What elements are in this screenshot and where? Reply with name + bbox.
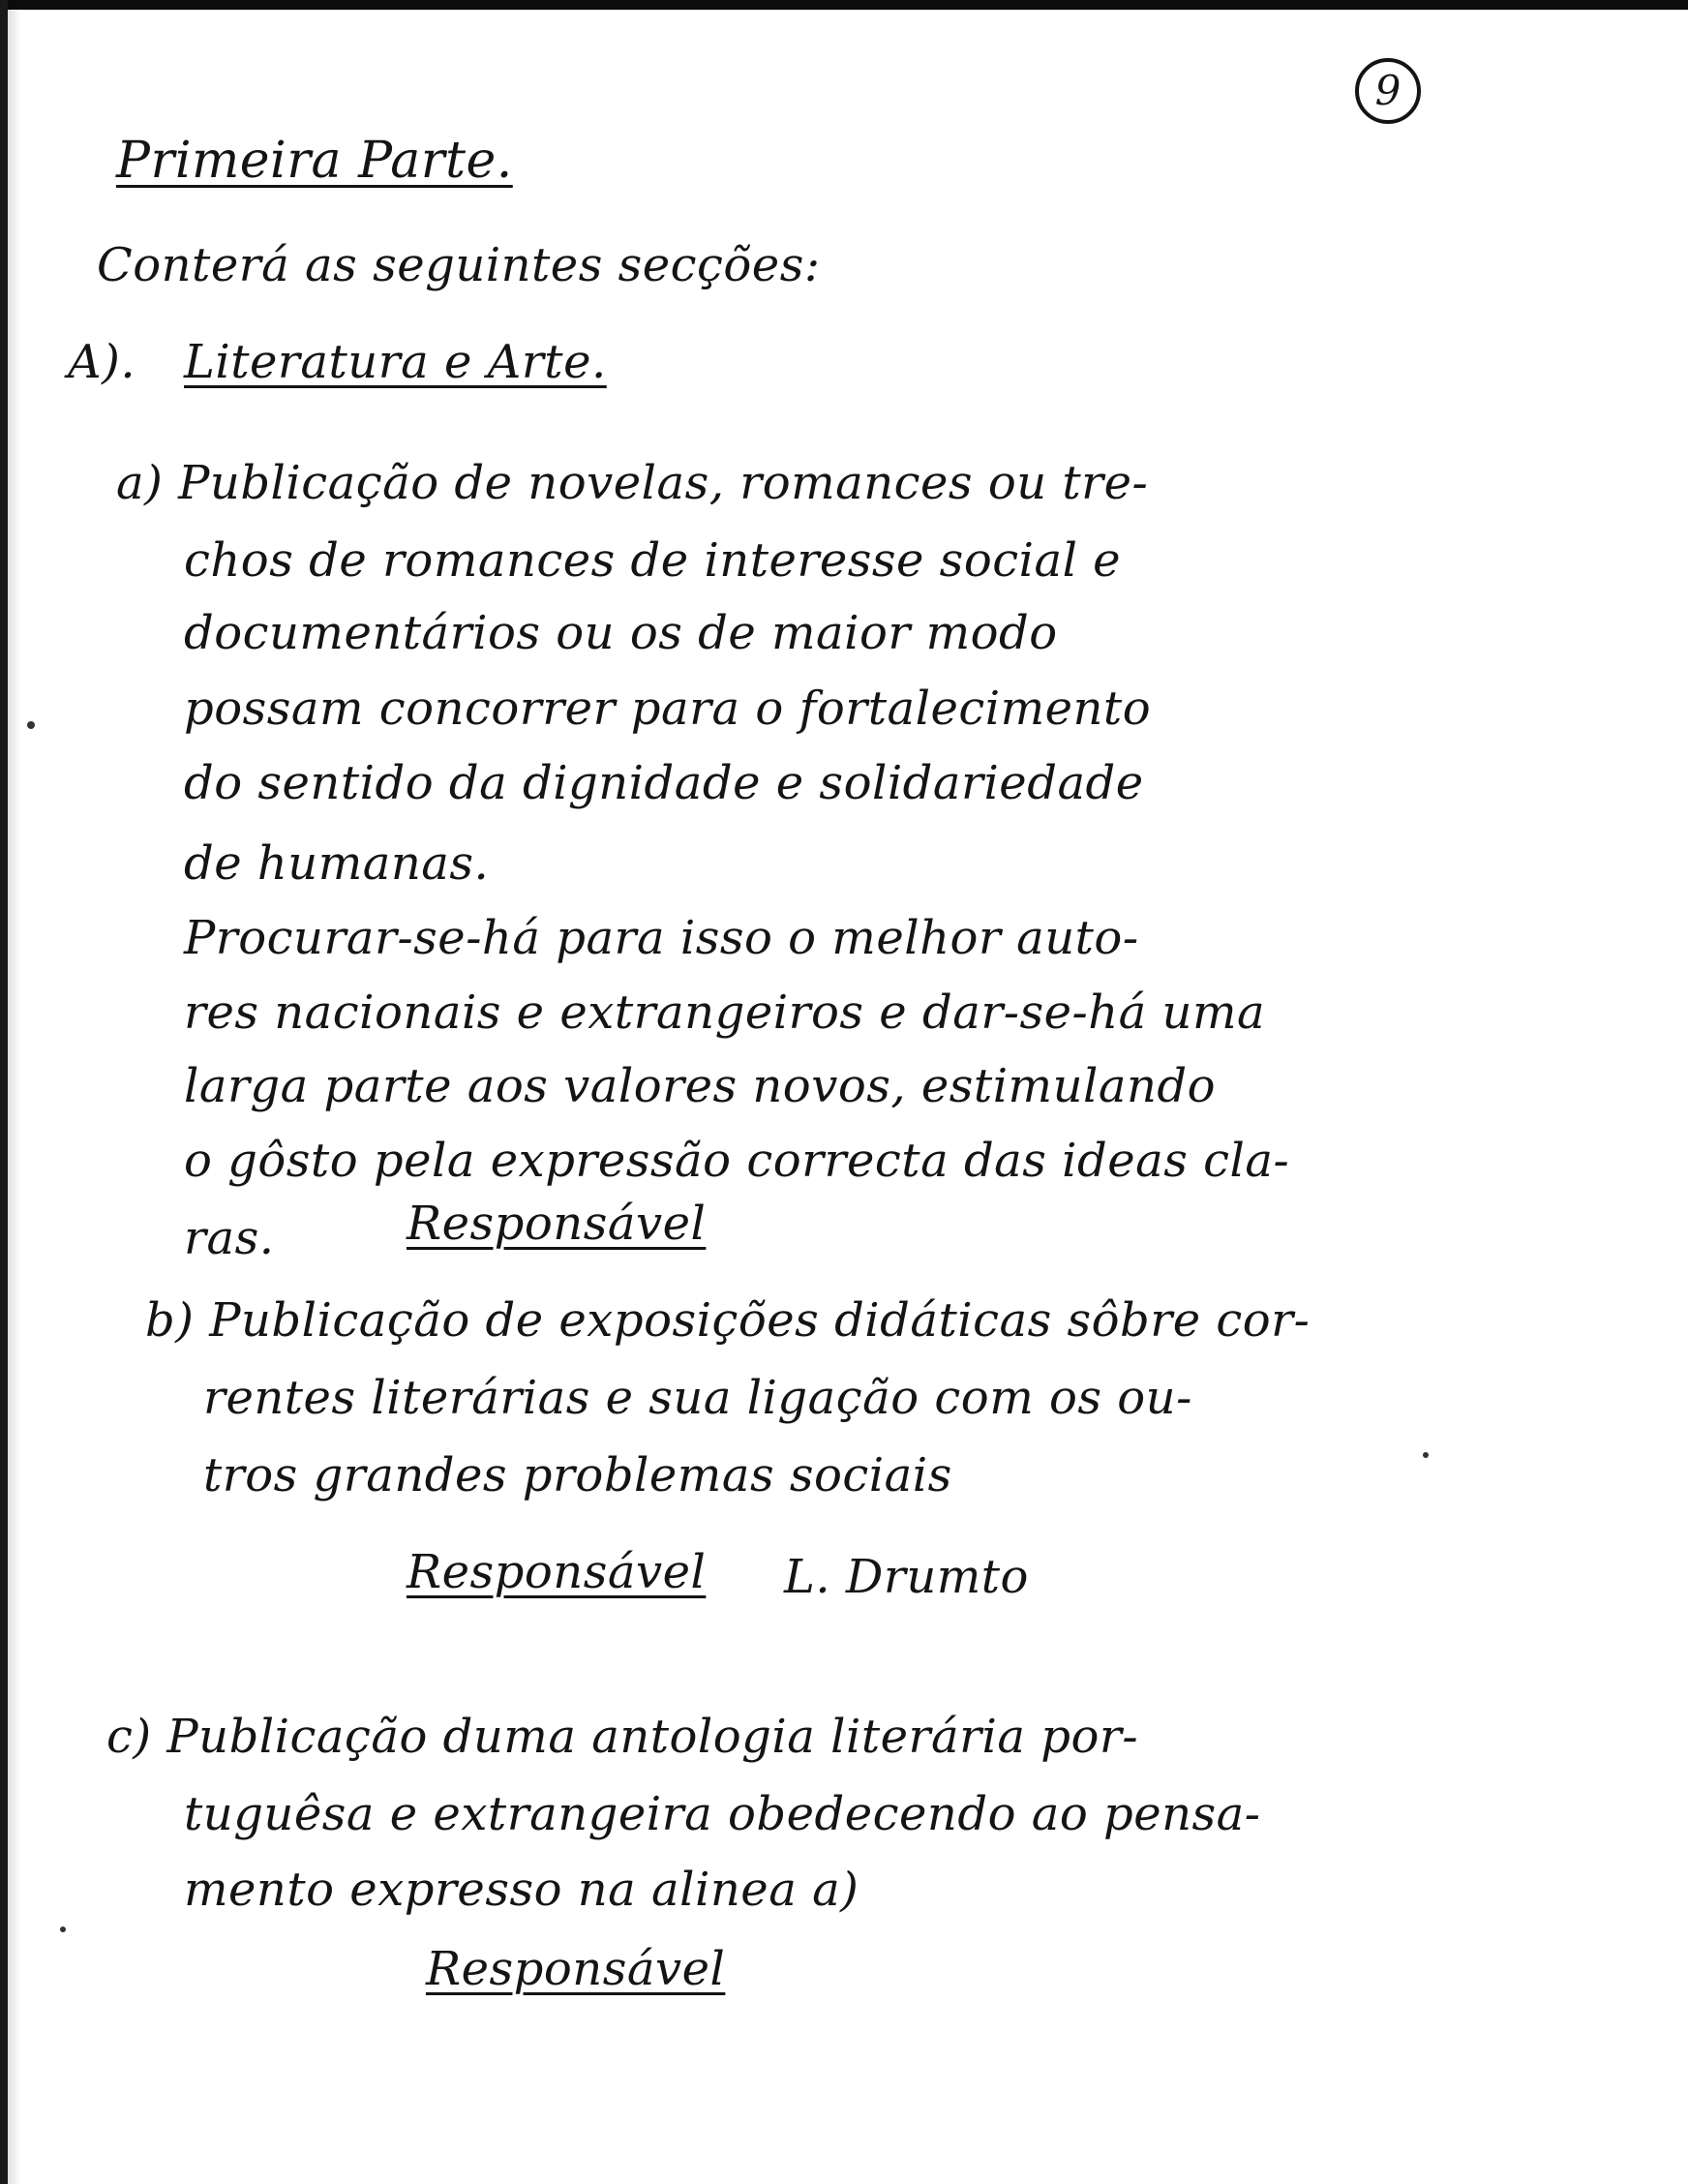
item-a-line-6: de humanas. (184, 836, 490, 891)
item-a-line-8: res nacionais e extrangeiros e dar-se-há uma (184, 986, 1266, 1040)
item-c-line-1: c) Publicação duma antologia literária por- (106, 1710, 1139, 1764)
scan-speck (27, 721, 35, 729)
item-a-line-4: possam concorrer para o fortalecimento (184, 682, 1152, 736)
item-a-line-10: o gôsto pela expressão correcta das ideas cla- (184, 1134, 1290, 1188)
item-a-line-1: a) Publicação de novelas, romances ou tre- (116, 456, 1149, 510)
item-a-line-2: chos de romances de interesse social e (184, 533, 1122, 588)
section-a-title: Literatura e Arte. (184, 335, 607, 389)
item-a-line-3: documentários ou os de maior modo (184, 606, 1058, 660)
scan-top-border (0, 0, 1688, 10)
item-b-line-1: b) Publicação de exposições didáticas sôbre cor- (145, 1293, 1311, 1348)
item-b-line-2: rentes literárias e sua ligação com os ou- (203, 1371, 1192, 1425)
scan-left-shadow (8, 0, 21, 2184)
scan-left-border (0, 0, 8, 2184)
item-a-line-9: larga parte aos valores novos, estimulando (184, 1059, 1216, 1113)
scan-speck (1423, 1452, 1429, 1458)
item-a-responsavel: Responsável (407, 1197, 707, 1251)
scan-speck (60, 1926, 66, 1932)
item-a-line-7: Procurar-se-há para isso o melhor auto- (184, 911, 1139, 965)
item-c-line-2: tuguêsa e extrangeira obedecendo ao pensa- (184, 1787, 1261, 1841)
item-b-responsavel: Responsável (407, 1545, 707, 1599)
item-c-line-3: mento expresso na alinea a) (184, 1863, 859, 1917)
section-a-label: A). (68, 335, 136, 389)
item-a-line-11: ras. (184, 1211, 275, 1265)
item-a-line-5: do sentido da dignidade e solidariedade (184, 756, 1144, 810)
item-b-line-3: tros grandes problemas sociais (203, 1448, 952, 1502)
page-title: Primeira Parte. (116, 132, 513, 190)
intro-text: Conterá as seguintes secções: (97, 238, 821, 292)
item-c-responsavel: Responsável (426, 1942, 726, 1996)
item-b-responsavel-name: L. Drumto (784, 1550, 1029, 1604)
page-number: 9 (1355, 58, 1421, 124)
